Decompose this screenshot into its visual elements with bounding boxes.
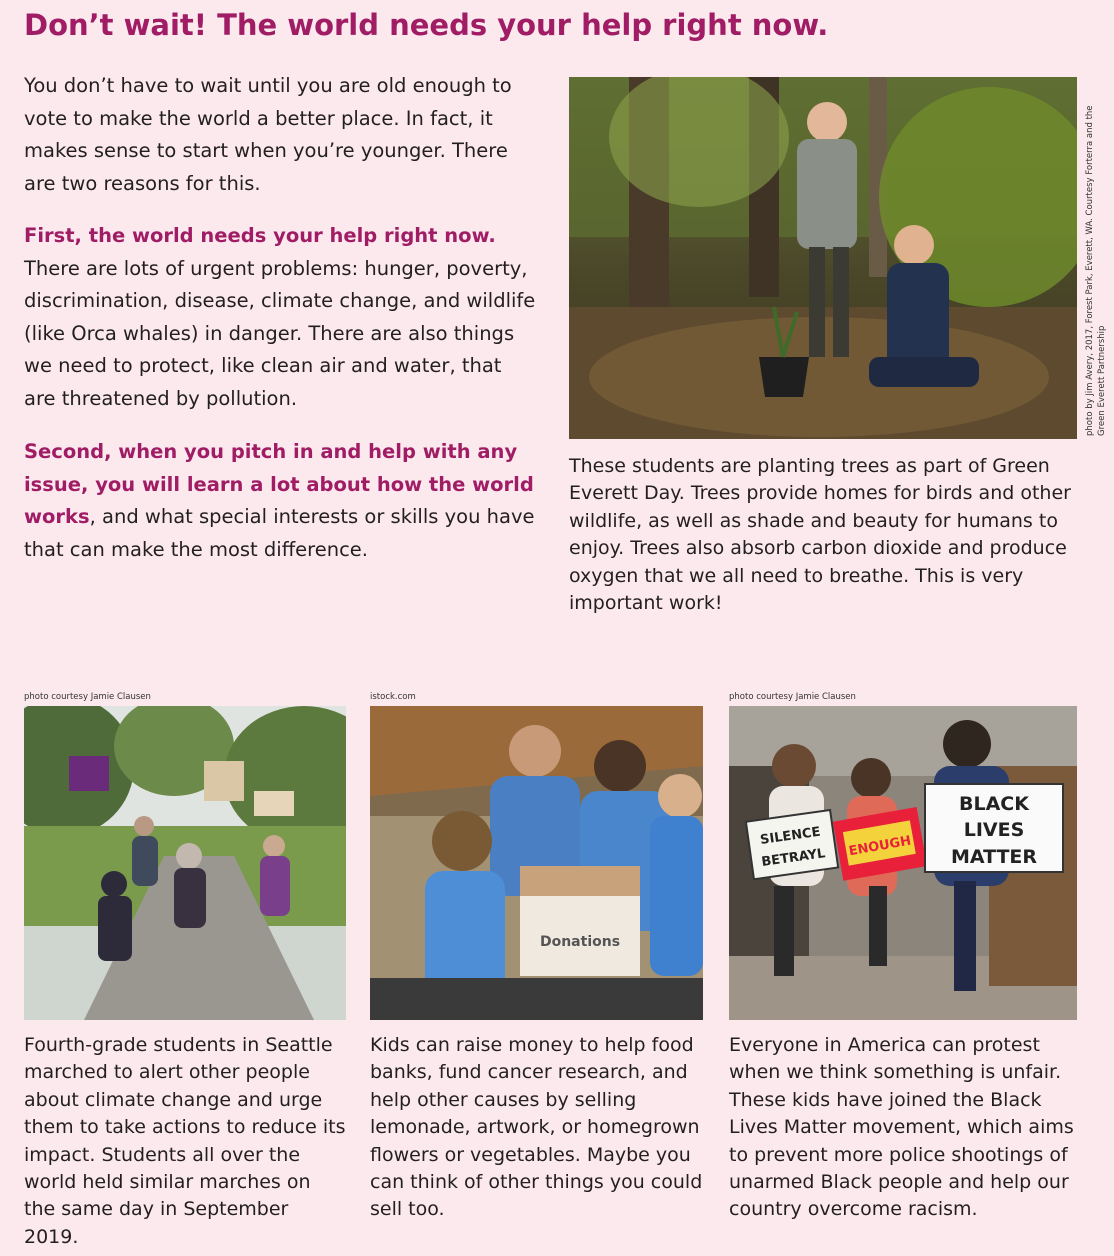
protest-sign-3-line2: LIVES [963, 819, 1025, 841]
tree-photo-credit-line1: photo by Jim Avery, 2017, Forest Park, Everett, WA. Courtesy Forterra and the [1085, 105, 1095, 436]
reason-one-heading: First, the world needs your help right now. [24, 224, 496, 247]
protest-sign-2: ENOUGH [847, 833, 913, 860]
reason-one-text: There are lots of urgent problems: hunger, poverty, discrimination, disease, climate change, and wildlife (like Orca whales) in danger. There are also things we need to protect, like clean air and water, that are threatened by pollution. [24, 256, 536, 410]
intro-paragraph: You don’t have to wait until you are old enough to vote to make the world a better place. In fact, it makes sense to start when you’re younger. There are two reasons for this. [24, 74, 512, 195]
tree-planting-photo [569, 77, 1077, 439]
lemonade-photo-credit: istock.com [370, 692, 416, 702]
reason-two-paragraph [24, 436, 539, 566]
protest-sign-3-line3: MATTER [950, 846, 1038, 868]
protest-sign-1-line1: SILENCE [759, 824, 822, 848]
march-photo [24, 706, 346, 1020]
headline: Don’t wait! The world needs your help right now. [24, 8, 829, 42]
march-photo-credit: photo courtesy Jamie Clausen [24, 692, 151, 702]
lemonade-photo [370, 706, 703, 1020]
tree-photo-caption: These students are planting trees as part of Green Everett Day. Trees provide homes for birds and other wildlife, as well as shade and beauty for humans to enjoy. Trees also absorb carbon dioxide and produce oxygen that we all need to breathe. This is very important work! [569, 455, 1071, 615]
lemonade-photo-caption: Kids can raise money to help food banks, fund cancer research, and help other causes by selling lemonade, artwork, or homegrown flowers or vegetables. Maybe you can think of other things you could sell too. [370, 1034, 703, 1221]
march-photo-caption: Fourth-grade students in Seattle marched to alert other people about climate change and urge them to take actions to reduce its impact. Students all over the world held similar marches on the same day in September 2019. [24, 1034, 346, 1248]
reason-one-paragraph [24, 220, 539, 415]
tree-photo-credit [1084, 105, 1108, 436]
reason-two-text: , and what special interests or skills you have that can make the most difference. [24, 505, 535, 561]
donations-box-label: Donations [539, 934, 621, 950]
reason-two-heading: Second, when you pitch in and help with any issue, you will learn a lot about how the world works [24, 440, 534, 528]
protest-sign-1-line2: BETRAYL [760, 846, 827, 870]
protest-photo-credit: photo courtesy Jamie Clausen [729, 692, 856, 702]
protest-photo [729, 706, 1077, 1020]
protest-sign-3-line1: BLACK [959, 793, 1029, 815]
protest-photo-caption: Everyone in America can protest when we think something is unfair. These kids have joined the Black Lives Matter movement, which aims to prevent more police shootings of unarmed Black people and help our country overcome racism. [729, 1034, 1074, 1221]
tree-photo-credit-line2: Green Everett Partnership [1097, 325, 1107, 436]
